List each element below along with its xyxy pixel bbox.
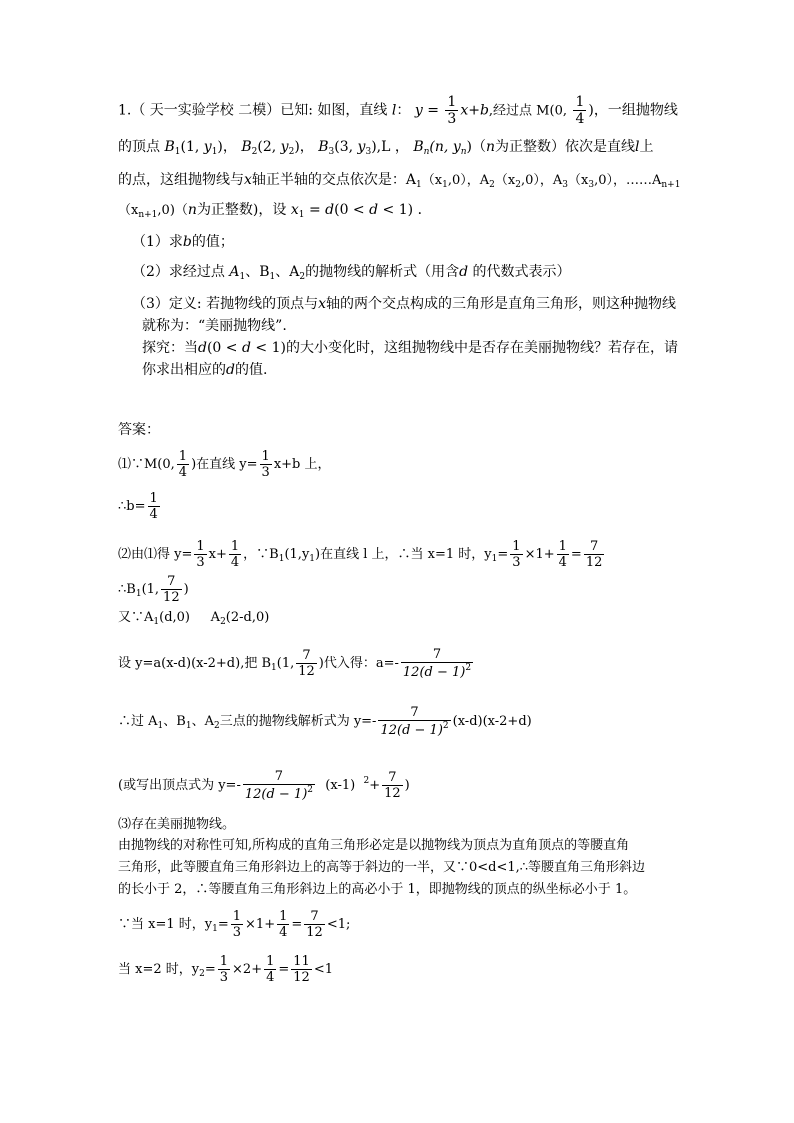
answer-line-1: ⑴∵M(0, $\frac{1}{4}$ )在直线 y= $\frac{1}{3}$ x+b 上，: [118, 449, 331, 480]
answer-line-14: 当 x=2 时，$y_2=$ $\frac{1}{3}$ ×2+ $\frac{1}{4}$ = $\frac{11}{12}$ <1: [118, 954, 333, 985]
answer-line-9: ⑶存在美丽抛物线。: [118, 817, 236, 832]
answer-line-3: ⑵由⑴得 y= $\frac{1}{3}$ x+ $\frac{1}{4}$ ，$\because B_1(1,y_1)$在直线 l 上，∴当 x=1 时，$y_1=$ $\frac{1}{3}$ ×1+ $\frac{1}{4}$ = $\frac{7}{12}$: [118, 539, 603, 570]
answer-line-12: 的长小于 2，∴等腰直角三角形斜边上的高必小于 1，即抛物线的顶点的纵坐标必小于 1。: [118, 882, 637, 897]
answer-line-6: 设 y=a(x-d)(x-2+d),把 $B_1(1$, $\frac{7}{12}$ )代入得：a=- $\frac{7}{12(d - 1)^2}$: [118, 647, 472, 680]
question-line-1: 1.（ 天一实验学校 二模）已知: 如图，直线 l： y = $\frac{1}{3}$ x+b,经过点 M(0, $\frac{1}{4}$ )，一组抛物线: [118, 94, 678, 127]
sub-question-3-cont: 就称为：“美丽抛物线”.: [142, 318, 287, 334]
question-line-4: $(x_{n+1},0)(n$为正整数)，设 $x_1 = d(0 < d < 1)$ ．: [118, 202, 432, 220]
answer-line-7: ∴过 $A_1$、$B_1$、$A_2$三点的抛物线解析式为 y=- $\frac{7}{12(d - 1)^2}$ (x-d)(x-2+d): [118, 705, 532, 738]
answer-line-10: 由抛物线的对称性可知,所构成的直角三角形必定是以抛物线为顶点为直角顶点的等腰直角: [118, 838, 630, 853]
explore-line-1: 探究：当d(0 < d < 1)的大小变化时，这组抛物线中是否存在美丽抛物线？若存在，请: [142, 340, 678, 356]
explore-line-2: 你求出相应的d的值.: [142, 362, 268, 378]
answer-line-2: ∴b= $\frac{1}{4}$: [118, 491, 158, 522]
fraction-one-quarter: $\frac{1}{4}$: [575, 94, 585, 127]
sub-question-3: （3）定义: 若抛物线的顶点与x轴的两个交点构成的三角形是直角三角形，则这种抛物线: [132, 296, 676, 312]
sub-question-1: （1）求b的值；: [132, 234, 234, 250]
question-line-3: 的点，这组抛物线与x轴正半轴的交点依次是：$A_1(x_1,0)$，$A_2(x_2,0)$，$A_3(x_3,0)$，$\dots\dots A_{n+1}$: [118, 172, 681, 190]
sub-question-2: （2）求经过点 $A_1$、$B_1$、$A_2$的抛物线的解析式（用含d 的代数式表示）: [132, 264, 571, 282]
question-line-2: 的顶点 $B_1(1$, $y_1$)， $B_2(2$, $y_2$)， $B_3(3$, $y_3),L$ ， $B_n(n$, $y_n)(n$为正整数）依次是直线l上: [118, 139, 654, 157]
answer-title: 答案：: [118, 422, 160, 438]
answer-line-13: ∵当 x=1 时，$y_1=$ $\frac{1}{3}$ ×1+ $\frac{1}{4}$ = $\frac{7}{12}$ <1;: [118, 909, 351, 940]
fraction-one-third: $\frac{1}{3}$: [447, 94, 457, 127]
answer-line-8: (或写出顶点式为 y=- $\frac{7}{12(d - 1)^2}$ (x-1) $^2$+ $\frac{7}{12}$ ): [118, 769, 410, 802]
answer-line-5: 又$\because A_1(d,0)$ $A_2(2-d,0)$: [118, 610, 270, 627]
answer-line-11: 三角形，此等腰直角三角形斜边上的高等于斜边的一半，又∵0<d<1,∴等腰直角三角形斜边: [118, 860, 646, 875]
answer-line-4: $\therefore B_1(1$, $\frac{7}{12}$ ): [118, 574, 189, 605]
